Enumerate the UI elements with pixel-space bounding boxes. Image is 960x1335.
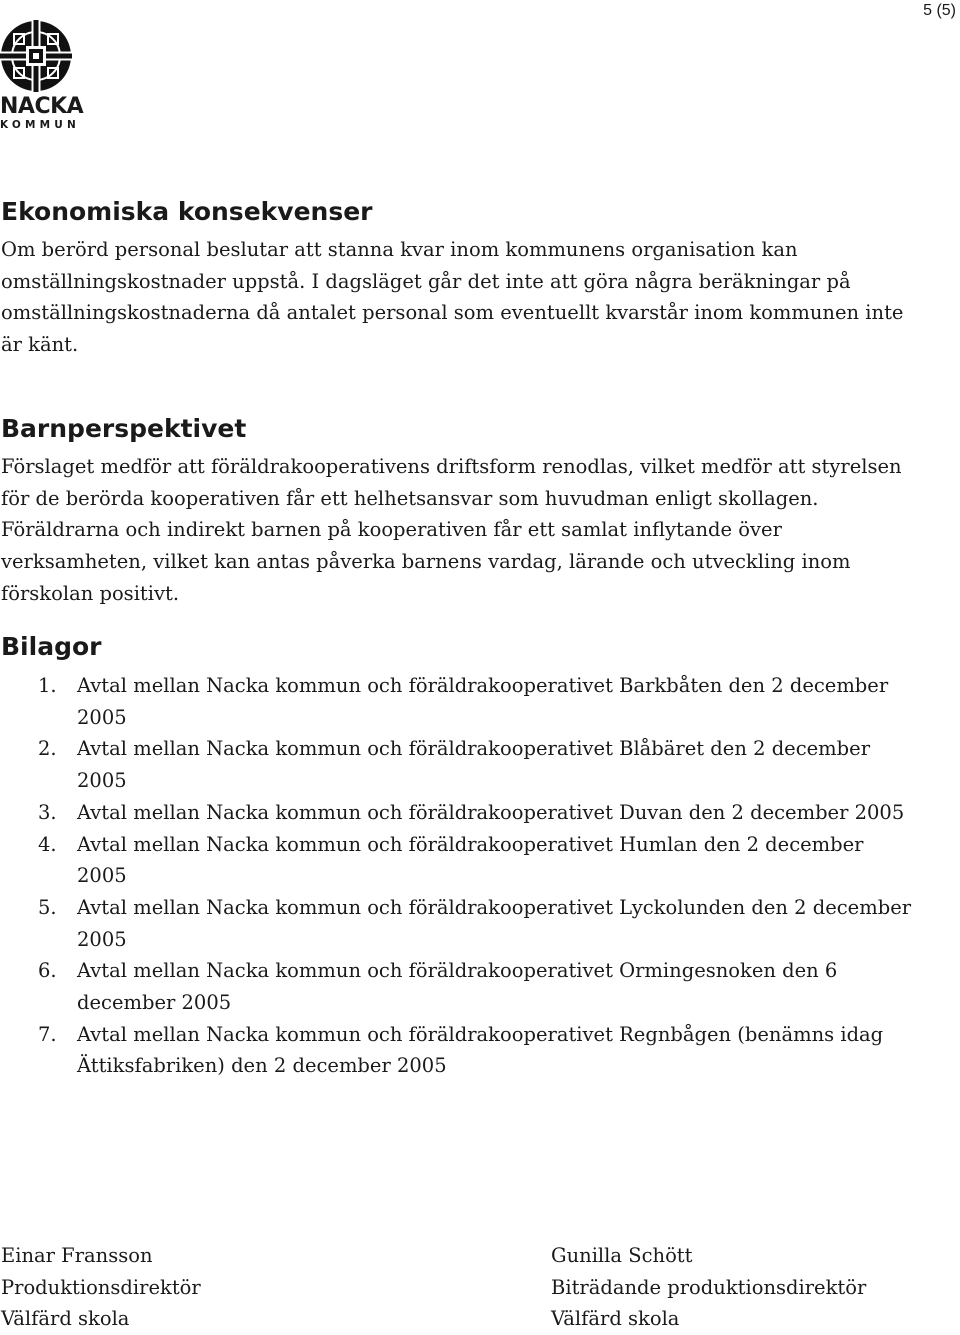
bilaga-text: Avtal mellan Nacka kommun och föräldrakooperativet Lyckolunden den 2 december 2005 (77, 895, 912, 951)
bilaga-text: Avtal mellan Nacka kommun och föräldrakooperativet Duvan den 2 december 2005 (77, 800, 905, 824)
signatory-name: Einar Fransson (1, 1244, 153, 1267)
logo-subtitle: KOMMUN (0, 119, 81, 131)
signatory-department: Välfärd skola (1, 1307, 130, 1331)
logo-name: NACKA (0, 94, 84, 119)
bilaga-number: 7. (38, 1022, 57, 1046)
heading-ekonomiska-konsekvenser: Ekonomiska konsekvenser (1, 197, 373, 226)
nacka-crest-icon (0, 20, 72, 92)
bilaga-number: 6. (38, 959, 57, 983)
bilaga-item (38, 797, 918, 829)
bilaga-item (38, 733, 918, 796)
heading-barnperspektivet: Barnperspektivet (1, 414, 247, 443)
signature-block-right (551, 1240, 866, 1335)
signatory-department: Välfärd skola (551, 1307, 680, 1331)
bilaga-item (38, 829, 918, 892)
paragraph-barnperspektivet: Förslaget medför att föräldrakooperativens driftsform renodlas, vilket medför att styrelsen för de berörda kooperativen får ett helhetsansvar som huvudman enligt skollagen. Föräldrarna och indirekt barnen på kooperativen får ett samlat inflytande över verksamheten, vilket kan antas påverka barnens vardag, lärande och utveckling inom förskolan positivt. (1, 455, 902, 605)
bilaga-text: Avtal mellan Nacka kommun och föräldrakooperativet Barkbåten den 2 december 2005 (77, 674, 889, 729)
signature-block-left (1, 1240, 201, 1335)
bilaga-number: 4. (38, 832, 57, 856)
signatory-title: Produktionsdirektör (1, 1275, 201, 1299)
bilaga-number: 1. (38, 674, 57, 697)
bilaga-text: Avtal mellan Nacka kommun och föräldrakooperativet Regnbågen (benämns idag Ättiksfabriken) den 2 december 2005 (77, 1022, 884, 1078)
nacka-logo (0, 20, 84, 131)
paragraph-ekonomiska-konsekvenser: Om berörd personal beslutar att stanna kvar inom kommunens organisation kan omställningskostnader uppstå. I dagsläget går det inte att göra några beräkningar på omställningskostnaderna då antalet personal som eventuellt kvarstår inom kommunen inte är känt. (1, 238, 904, 357)
bilagor-list (38, 670, 918, 1082)
heading-bilagor: Bilagor (1, 632, 102, 661)
bilaga-number: 5. (38, 895, 57, 919)
bilaga-text: Avtal mellan Nacka kommun och föräldrakooperativet Humlan den 2 december 2005 (77, 832, 864, 888)
bilaga-item (38, 955, 918, 1018)
bilaga-text: Avtal mellan Nacka kommun och föräldrakooperativet Ormingesnoken den 6 december 2005 (77, 959, 838, 1015)
bilaga-item (38, 1019, 918, 1082)
bilaga-number: 2. (38, 737, 57, 761)
signatory-title: Biträdande produktionsdirektör (551, 1275, 867, 1299)
bilaga-text: Avtal mellan Nacka kommun och föräldrakooperativet Blåbäret den 2 december 2005 (77, 737, 871, 793)
signatory-name: Gunilla Schött (551, 1244, 693, 1267)
bilaga-number: 3. (38, 800, 57, 824)
bilaga-item (38, 670, 918, 733)
page-number: 5 (5) (923, 2, 956, 19)
bilaga-item (38, 892, 918, 955)
